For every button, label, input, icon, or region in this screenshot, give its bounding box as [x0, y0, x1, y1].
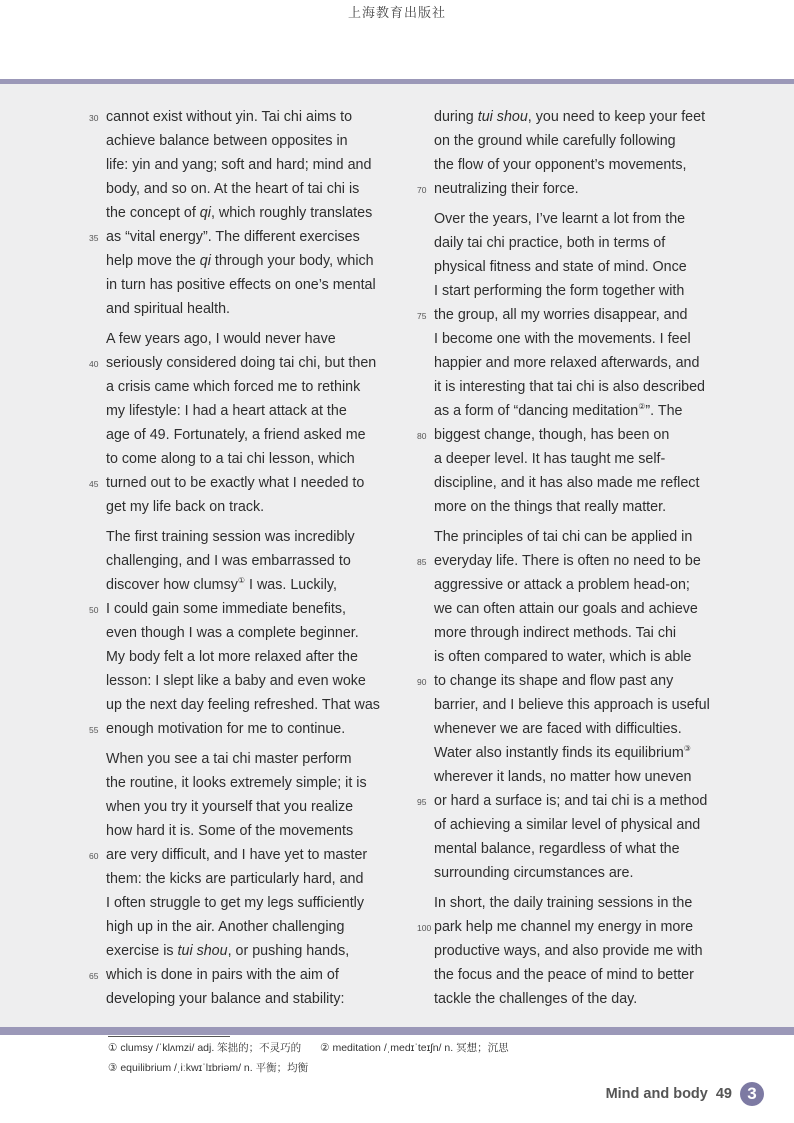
text-line: my lifestyle: I had a heart attack at the	[106, 403, 347, 419]
text-line: A few years ago, I would never have	[106, 331, 336, 347]
text-line: to come along to a tai chi lesson, which	[106, 451, 355, 467]
paragraph	[417, 105, 734, 201]
text-line: discover how clumsy① I was. Luckily,	[106, 576, 337, 593]
footnote-3: ③ equilibrium /ˌiːkwɪˈlɪbriəm/ n. 平衡；均衡	[108, 1062, 309, 1074]
text-line: barrier, and I believe this approach is useful	[434, 697, 710, 713]
paragraph	[89, 525, 406, 741]
publisher-header: 上海教育出版社	[347, 6, 446, 21]
text-line: 55 enough motivation for me to continue.	[106, 717, 406, 741]
footnote-ref: ③	[683, 744, 691, 754]
text-line: help move the qi through your body, which	[106, 253, 374, 269]
text-line: discipline, and it has also made me reflect	[434, 475, 700, 491]
text-line: 35 as “vital energy”. The different exercises	[106, 225, 406, 249]
line-number: 80	[417, 431, 427, 441]
text-line: the concept of qi, which roughly translates	[106, 205, 373, 221]
text-line: when you try it yourself that you realize	[106, 799, 354, 815]
text-line: challenging, and I was embarrassed to	[106, 553, 351, 569]
text-line: 65 which is done in pairs with the aim of	[106, 963, 406, 987]
paragraph	[417, 525, 734, 885]
paragraph	[417, 891, 734, 1011]
text-line: is often compared to water, which is able	[434, 649, 692, 665]
text-line: I often struggle to get my legs sufficiently	[106, 895, 365, 911]
footnotes	[108, 1038, 525, 1078]
text-line: productive ways, and also provide me with	[434, 943, 703, 959]
line-number: 30	[89, 113, 99, 123]
text-line: exercise is tui shou, or pushing hands,	[106, 943, 350, 959]
text-line: the focus and the peace of mind to better	[434, 967, 694, 983]
line-number: 70	[417, 185, 427, 195]
text-line: whenever we are faced with difficulties.	[434, 721, 682, 737]
text-line: 30 cannot exist without yin. Tai chi aims to	[106, 105, 406, 129]
text-line: even though I was a complete beginner.	[106, 625, 359, 641]
text-line: it is interesting that tai chi is also described	[434, 379, 705, 395]
right-text-column	[417, 105, 734, 1017]
line-number: 65	[89, 971, 99, 981]
line-number: 45	[89, 479, 99, 489]
text-line: a crisis came which forced me to rethink	[106, 379, 361, 395]
page-footer	[606, 1081, 764, 1107]
text-line: on the ground while carefully following	[434, 133, 676, 149]
line-number: 35	[89, 233, 99, 243]
footnote-1: ① clumsy /ˈklʌmzi/ adj. 笨拙的；不灵巧的	[108, 1042, 302, 1054]
text-line: physical fitness and state of mind. Once	[434, 259, 687, 275]
text-line: developing your balance and stability:	[106, 991, 345, 1007]
bottom-divider-band	[0, 1027, 794, 1035]
text-line: When you see a tai chi master perform	[106, 751, 352, 767]
text-line: In short, the daily training sessions in the	[434, 895, 693, 911]
page-number: 49	[715, 1086, 732, 1102]
text-line: 70 neutralizing their force.	[434, 177, 734, 201]
text-line: more through indirect methods. Tai chi	[434, 625, 677, 641]
text-line: 60 are very difficult, and I have yet to master	[106, 843, 406, 867]
text-line: the routine, it looks extremely simple; it is	[106, 775, 367, 791]
text-line: My body felt a lot more relaxed after the	[106, 649, 358, 665]
line-number: 75	[417, 311, 427, 321]
text-line: 100 park help me channel my energy in more	[434, 915, 734, 939]
text-line: of achieving a similar level of physical and	[434, 817, 701, 833]
text-line: life: yin and yang; soft and hard; mind and	[106, 157, 372, 173]
line-number: 100	[417, 923, 432, 933]
text-line: during tui shou, you need to keep your feet	[434, 109, 706, 125]
text-line: daily tai chi practice, both in terms of	[434, 235, 666, 251]
text-line: The first training session was incredibly	[106, 529, 355, 545]
unit-badge: 3	[740, 1082, 764, 1106]
text-line: body, and so on. At the heart of tai chi is	[106, 181, 360, 197]
text-line: as a form of “dancing meditation②”. The	[434, 402, 683, 419]
paragraph	[89, 747, 406, 1011]
text-line: 80 biggest change, though, has been on	[434, 423, 734, 447]
text-line: I start performing the form together with	[434, 283, 685, 299]
text-line: Water also instantly finds its equilibrium③	[434, 744, 691, 761]
text-line: the flow of your opponent’s movements,	[434, 157, 687, 173]
line-number: 95	[417, 797, 427, 807]
section-title: Mind and body	[605, 1086, 708, 1102]
text-line: mental balance, regardless of what the	[434, 841, 680, 857]
text-line: 85 everyday life. There is often no need to be	[434, 549, 734, 573]
text-line: up the next day feeling refreshed. That was	[106, 697, 380, 713]
text-line: and spiritual health.	[106, 301, 230, 317]
text-line: aggressive or attack a problem head-on;	[434, 577, 690, 593]
text-line: in turn has positive effects on one’s mental	[106, 277, 376, 293]
footnote-ref: ②	[638, 402, 646, 412]
text-line: more on the things that really matter.	[434, 499, 667, 515]
text-line: surrounding circumstances are.	[434, 865, 634, 881]
text-line: achieve balance between opposites in	[106, 133, 348, 149]
line-number: 85	[417, 557, 427, 567]
text-line: tackle the challenges of the day.	[434, 991, 638, 1007]
text-line: 90 to change its shape and flow past any	[434, 669, 734, 693]
left-text-column	[89, 105, 406, 1017]
line-number: 40	[89, 359, 99, 369]
line-number: 90	[417, 677, 427, 687]
text-line: we can often attain our goals and achieve	[434, 601, 698, 617]
text-line: Over the years, I’ve learnt a lot from the	[434, 211, 686, 227]
footnote-rule	[108, 1036, 230, 1037]
text-line: a deeper level. It has taught me self-	[434, 451, 666, 467]
text-line: how hard it is. Some of the movements	[106, 823, 354, 839]
footnote-ref: ①	[237, 576, 246, 586]
text-line: 95 or hard a surface is; and tai chi is a method	[434, 789, 734, 813]
text-line: 75 the group, all my worries disappear, and	[434, 303, 734, 327]
text-line: 45 turned out to be exactly what I needed to	[106, 471, 406, 495]
text-line: 40 seriously considered doing tai chi, but then	[106, 351, 406, 375]
text-line: high up in the air. Another challenging	[106, 919, 345, 935]
text-line: 50 I could gain some immediate benefits,	[106, 597, 406, 621]
line-number: 60	[89, 851, 99, 861]
footnote-2: ② meditation /ˌmedɪˈteɪʃn/ n. 冥想；沉思	[320, 1042, 509, 1054]
text-line: them: the kicks are particularly hard, and	[106, 871, 364, 887]
text-line: The principles of tai chi can be applied in	[434, 529, 693, 545]
line-number: 55	[89, 725, 99, 735]
paragraph	[89, 105, 406, 321]
text-line: I become one with the movements. I feel	[434, 331, 691, 347]
text-line: wherever it lands, no matter how uneven	[434, 769, 692, 785]
paragraph	[89, 327, 406, 519]
text-line: happier and more relaxed afterwards, and	[434, 355, 700, 371]
text-line: age of 49. Fortunately, a friend asked me	[106, 427, 366, 443]
paragraph	[417, 207, 734, 519]
text-line: get my life back on track.	[106, 499, 265, 515]
text-line: lesson: I slept like a baby and even woke	[106, 673, 366, 689]
line-number: 50	[89, 605, 99, 615]
